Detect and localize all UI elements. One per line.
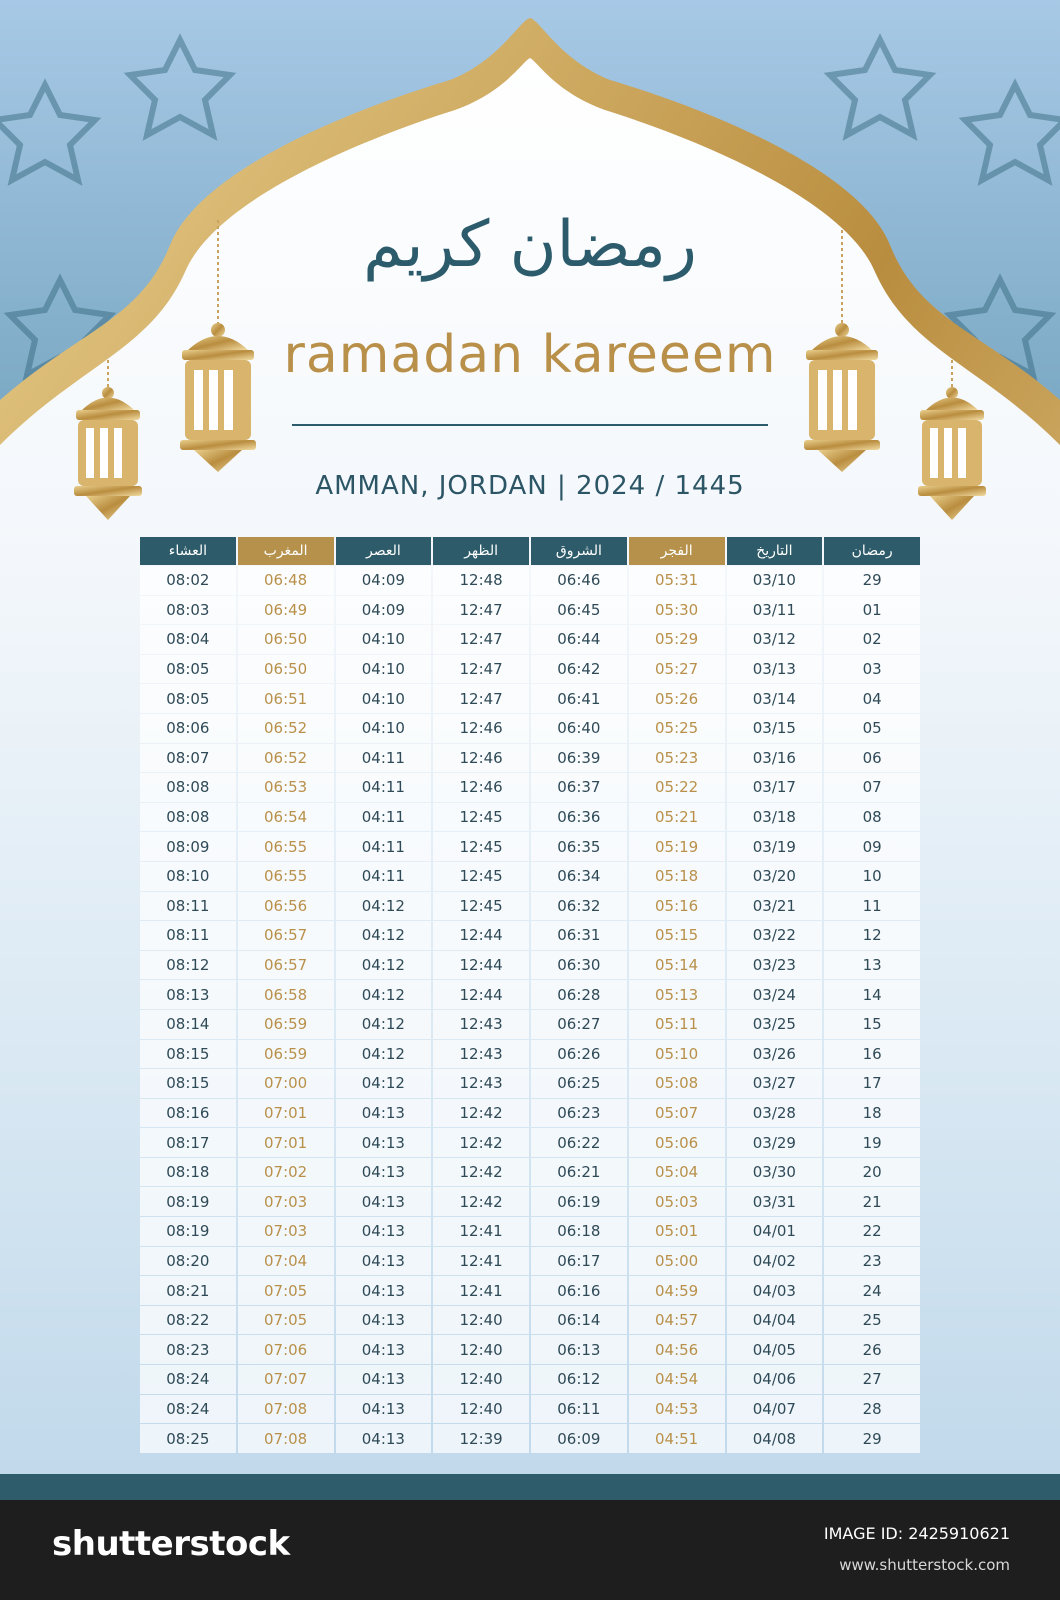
cell-maghrib: 07:05 bbox=[238, 1306, 334, 1335]
table-row bbox=[140, 892, 920, 921]
header-date: التاريخ bbox=[727, 537, 823, 565]
cell-asr: 04:12 bbox=[336, 892, 432, 921]
table-row bbox=[140, 921, 920, 950]
table-row bbox=[140, 1335, 920, 1364]
cell-date: 03/22 bbox=[727, 921, 823, 950]
table-row bbox=[140, 684, 920, 713]
cell-dhuhr: 12:42 bbox=[433, 1099, 529, 1128]
cell-sunrise: 06:23 bbox=[531, 1099, 627, 1128]
cell-ramadan-day: 06 bbox=[824, 744, 920, 773]
cell-date: 03/23 bbox=[727, 951, 823, 980]
cell-fajr: 05:06 bbox=[629, 1128, 725, 1157]
cell-isha: 08:17 bbox=[140, 1128, 236, 1157]
cell-isha: 08:11 bbox=[140, 921, 236, 950]
cell-asr: 04:13 bbox=[336, 1395, 432, 1424]
table-row bbox=[140, 1158, 920, 1187]
cell-sunrise: 06:21 bbox=[531, 1158, 627, 1187]
cell-ramadan-day: 04 bbox=[824, 684, 920, 713]
cell-date: 04/02 bbox=[727, 1247, 823, 1276]
cell-ramadan-day: 28 bbox=[824, 1395, 920, 1424]
cell-fajr: 05:29 bbox=[629, 625, 725, 654]
header-maghrib: المغرب bbox=[238, 537, 334, 565]
cell-ramadan-day: 20 bbox=[824, 1158, 920, 1187]
table-row bbox=[140, 773, 920, 802]
site-url: www.shutterstock.com bbox=[839, 1556, 1010, 1574]
cell-maghrib: 07:05 bbox=[238, 1276, 334, 1305]
title-arabic: رمضان كريم bbox=[363, 208, 697, 282]
cell-date: 03/10 bbox=[727, 566, 823, 595]
cell-ramadan-day: 05 bbox=[824, 714, 920, 743]
table-row bbox=[140, 744, 920, 773]
cell-ramadan-day: 29 bbox=[824, 566, 920, 595]
cell-maghrib: 07:08 bbox=[238, 1395, 334, 1424]
image-id: IMAGE ID: 2425910621 bbox=[823, 1524, 1010, 1543]
table-body bbox=[140, 566, 920, 1453]
table-row bbox=[140, 1187, 920, 1216]
cell-ramadan-day: 08 bbox=[824, 803, 920, 832]
cell-sunrise: 06:41 bbox=[531, 684, 627, 713]
table-row bbox=[140, 1306, 920, 1335]
table-row bbox=[140, 714, 920, 743]
table-row bbox=[140, 1247, 920, 1276]
cell-sunrise: 06:34 bbox=[531, 862, 627, 891]
title-english: ramadan kareeem bbox=[283, 325, 777, 385]
cell-maghrib: 06:57 bbox=[238, 951, 334, 980]
table-row bbox=[140, 566, 920, 595]
cell-dhuhr: 12:40 bbox=[433, 1335, 529, 1364]
cell-dhuhr: 12:44 bbox=[433, 921, 529, 950]
header-dhuhr: الظهر bbox=[433, 537, 529, 565]
cell-asr: 04:13 bbox=[336, 1217, 432, 1246]
cell-fajr: 05:00 bbox=[629, 1247, 725, 1276]
cell-ramadan-day: 23 bbox=[824, 1247, 920, 1276]
cell-isha: 08:18 bbox=[140, 1158, 236, 1187]
cell-ramadan-day: 03 bbox=[824, 655, 920, 684]
cell-dhuhr: 12:39 bbox=[433, 1424, 529, 1453]
cell-maghrib: 06:55 bbox=[238, 832, 334, 861]
cell-sunrise: 06:31 bbox=[531, 921, 627, 950]
cell-date: 04/03 bbox=[727, 1276, 823, 1305]
cell-asr: 04:10 bbox=[336, 714, 432, 743]
cell-sunrise: 06:18 bbox=[531, 1217, 627, 1246]
cell-dhuhr: 12:47 bbox=[433, 655, 529, 684]
cell-asr: 04:13 bbox=[336, 1424, 432, 1453]
table-row bbox=[140, 862, 920, 891]
cell-dhuhr: 12:40 bbox=[433, 1365, 529, 1394]
cell-ramadan-day: 25 bbox=[824, 1306, 920, 1335]
cell-fajr: 05:26 bbox=[629, 684, 725, 713]
cell-fajr: 05:25 bbox=[629, 714, 725, 743]
cell-dhuhr: 12:43 bbox=[433, 1040, 529, 1069]
cell-dhuhr: 12:47 bbox=[433, 684, 529, 713]
cell-isha: 08:15 bbox=[140, 1069, 236, 1098]
cell-ramadan-day: 01 bbox=[824, 596, 920, 625]
cell-asr: 04:13 bbox=[336, 1365, 432, 1394]
cell-isha: 08:20 bbox=[140, 1247, 236, 1276]
cell-ramadan-day: 24 bbox=[824, 1276, 920, 1305]
cell-asr: 04:13 bbox=[336, 1158, 432, 1187]
cell-maghrib: 06:50 bbox=[238, 655, 334, 684]
table-row bbox=[140, 1040, 920, 1069]
table-row bbox=[140, 1217, 920, 1246]
cell-ramadan-day: 12 bbox=[824, 921, 920, 950]
cell-asr: 04:12 bbox=[336, 1069, 432, 1098]
header-ramadan: رمضان bbox=[824, 537, 920, 565]
cell-ramadan-day: 22 bbox=[824, 1217, 920, 1246]
table-row bbox=[140, 1365, 920, 1394]
cell-date: 03/26 bbox=[727, 1040, 823, 1069]
cell-maghrib: 07:00 bbox=[238, 1069, 334, 1098]
cell-maghrib: 06:51 bbox=[238, 684, 334, 713]
cell-dhuhr: 12:44 bbox=[433, 951, 529, 980]
cell-isha: 08:16 bbox=[140, 1099, 236, 1128]
cell-fajr: 04:57 bbox=[629, 1306, 725, 1335]
cell-fajr: 05:21 bbox=[629, 803, 725, 832]
table-row bbox=[140, 1128, 920, 1157]
cell-maghrib: 06:55 bbox=[238, 862, 334, 891]
cell-dhuhr: 12:42 bbox=[433, 1158, 529, 1187]
cell-maghrib: 07:02 bbox=[238, 1158, 334, 1187]
cell-date: 03/11 bbox=[727, 596, 823, 625]
cell-fajr: 05:19 bbox=[629, 832, 725, 861]
cell-dhuhr: 12:47 bbox=[433, 596, 529, 625]
cell-maghrib: 06:59 bbox=[238, 1010, 334, 1039]
cell-sunrise: 06:32 bbox=[531, 892, 627, 921]
cell-fajr: 05:15 bbox=[629, 921, 725, 950]
cell-maghrib: 07:07 bbox=[238, 1365, 334, 1394]
cell-isha: 08:19 bbox=[140, 1217, 236, 1246]
cell-date: 03/16 bbox=[727, 744, 823, 773]
cell-maghrib: 07:03 bbox=[238, 1187, 334, 1216]
cell-fajr: 05:03 bbox=[629, 1187, 725, 1216]
cell-sunrise: 06:16 bbox=[531, 1276, 627, 1305]
cell-ramadan-day: 10 bbox=[824, 862, 920, 891]
cell-dhuhr: 12:40 bbox=[433, 1395, 529, 1424]
cell-maghrib: 06:56 bbox=[238, 892, 334, 921]
table-row bbox=[140, 625, 920, 654]
cell-isha: 08:05 bbox=[140, 655, 236, 684]
cell-asr: 04:12 bbox=[336, 1010, 432, 1039]
cell-maghrib: 06:53 bbox=[238, 773, 334, 802]
cell-maghrib: 07:06 bbox=[238, 1335, 334, 1364]
cell-isha: 08:06 bbox=[140, 714, 236, 743]
table-row bbox=[140, 980, 920, 1009]
table-row bbox=[140, 1099, 920, 1128]
cell-maghrib: 06:54 bbox=[238, 803, 334, 832]
shutterstock-logo: shutterstock bbox=[52, 1524, 290, 1564]
cell-ramadan-day: 17 bbox=[824, 1069, 920, 1098]
cell-date: 04/08 bbox=[727, 1424, 823, 1453]
cell-ramadan-day: 02 bbox=[824, 625, 920, 654]
cell-isha: 08:08 bbox=[140, 803, 236, 832]
table-row bbox=[140, 1424, 920, 1453]
cell-fajr: 05:16 bbox=[629, 892, 725, 921]
cell-isha: 08:24 bbox=[140, 1395, 236, 1424]
cell-date: 03/12 bbox=[727, 625, 823, 654]
cell-maghrib: 06:48 bbox=[238, 566, 334, 595]
cell-fajr: 05:07 bbox=[629, 1099, 725, 1128]
cell-maghrib: 07:03 bbox=[238, 1217, 334, 1246]
cell-date: 03/21 bbox=[727, 892, 823, 921]
cell-date: 03/28 bbox=[727, 1099, 823, 1128]
cell-fajr: 05:31 bbox=[629, 566, 725, 595]
cell-ramadan-day: 26 bbox=[824, 1335, 920, 1364]
cell-asr: 04:10 bbox=[336, 655, 432, 684]
cell-date: 04/01 bbox=[727, 1217, 823, 1246]
cell-asr: 04:13 bbox=[336, 1276, 432, 1305]
header-isha: العشاء bbox=[140, 537, 236, 565]
cell-isha: 08:21 bbox=[140, 1276, 236, 1305]
cell-dhuhr: 12:47 bbox=[433, 625, 529, 654]
cell-sunrise: 06:45 bbox=[531, 596, 627, 625]
cell-isha: 08:13 bbox=[140, 980, 236, 1009]
header-sunrise: الشروق bbox=[531, 537, 627, 565]
cell-date: 03/17 bbox=[727, 773, 823, 802]
cell-fajr: 05:23 bbox=[629, 744, 725, 773]
header-fajr: الفجر bbox=[629, 537, 725, 565]
cell-sunrise: 06:26 bbox=[531, 1040, 627, 1069]
cell-asr: 04:11 bbox=[336, 744, 432, 773]
cell-isha: 08:04 bbox=[140, 625, 236, 654]
cell-sunrise: 06:11 bbox=[531, 1395, 627, 1424]
cell-isha: 08:25 bbox=[140, 1424, 236, 1453]
cell-asr: 04:10 bbox=[336, 684, 432, 713]
cell-dhuhr: 12:43 bbox=[433, 1010, 529, 1039]
header-asr: العصر bbox=[336, 537, 432, 565]
cell-asr: 04:12 bbox=[336, 951, 432, 980]
cell-asr: 04:11 bbox=[336, 832, 432, 861]
cell-dhuhr: 12:46 bbox=[433, 714, 529, 743]
cell-fajr: 04:56 bbox=[629, 1335, 725, 1364]
cell-ramadan-day: 15 bbox=[824, 1010, 920, 1039]
cell-dhuhr: 12:40 bbox=[433, 1306, 529, 1335]
cell-ramadan-day: 16 bbox=[824, 1040, 920, 1069]
cell-isha: 08:24 bbox=[140, 1365, 236, 1394]
cell-dhuhr: 12:45 bbox=[433, 803, 529, 832]
cell-asr: 04:09 bbox=[336, 566, 432, 595]
table-row bbox=[140, 1276, 920, 1305]
cell-maghrib: 06:57 bbox=[238, 921, 334, 950]
cell-sunrise: 06:09 bbox=[531, 1424, 627, 1453]
cell-date: 03/15 bbox=[727, 714, 823, 743]
cell-asr: 04:11 bbox=[336, 773, 432, 802]
cell-date: 04/06 bbox=[727, 1365, 823, 1394]
cell-fajr: 05:27 bbox=[629, 655, 725, 684]
cell-maghrib: 07:08 bbox=[238, 1424, 334, 1453]
cell-sunrise: 06:36 bbox=[531, 803, 627, 832]
cell-date: 03/29 bbox=[727, 1128, 823, 1157]
cell-isha: 08:22 bbox=[140, 1306, 236, 1335]
cell-sunrise: 06:27 bbox=[531, 1010, 627, 1039]
cell-isha: 08:09 bbox=[140, 832, 236, 861]
cell-asr: 04:09 bbox=[336, 596, 432, 625]
cell-maghrib: 07:01 bbox=[238, 1099, 334, 1128]
cell-asr: 04:12 bbox=[336, 921, 432, 950]
cell-sunrise: 06:14 bbox=[531, 1306, 627, 1335]
cell-date: 03/14 bbox=[727, 684, 823, 713]
cell-fajr: 05:11 bbox=[629, 1010, 725, 1039]
cell-fajr: 04:53 bbox=[629, 1395, 725, 1424]
cell-date: 04/04 bbox=[727, 1306, 823, 1335]
cell-date: 03/20 bbox=[727, 862, 823, 891]
cell-dhuhr: 12:45 bbox=[433, 862, 529, 891]
cell-sunrise: 06:17 bbox=[531, 1247, 627, 1276]
cell-asr: 04:12 bbox=[336, 980, 432, 1009]
cell-maghrib: 06:50 bbox=[238, 625, 334, 654]
cell-sunrise: 06:13 bbox=[531, 1335, 627, 1364]
cell-asr: 04:13 bbox=[336, 1128, 432, 1157]
cell-date: 03/24 bbox=[727, 980, 823, 1009]
prayer-times-table bbox=[138, 536, 922, 1454]
stock-footer bbox=[0, 1500, 1060, 1600]
cell-ramadan-day: 14 bbox=[824, 980, 920, 1009]
cell-ramadan-day: 27 bbox=[824, 1365, 920, 1394]
location-year: AMMAN, JORDAN | 2024 / 1445 bbox=[315, 471, 745, 501]
cell-ramadan-day: 11 bbox=[824, 892, 920, 921]
cell-ramadan-day: 13 bbox=[824, 951, 920, 980]
cell-sunrise: 06:25 bbox=[531, 1069, 627, 1098]
cell-fajr: 05:10 bbox=[629, 1040, 725, 1069]
cell-ramadan-day: 18 bbox=[824, 1099, 920, 1128]
cell-fajr: 04:51 bbox=[629, 1424, 725, 1453]
cell-asr: 04:13 bbox=[336, 1247, 432, 1276]
cell-asr: 04:13 bbox=[336, 1306, 432, 1335]
cell-fajr: 05:08 bbox=[629, 1069, 725, 1098]
cell-sunrise: 06:42 bbox=[531, 655, 627, 684]
cell-date: 03/18 bbox=[727, 803, 823, 832]
cell-fajr: 05:04 bbox=[629, 1158, 725, 1187]
cell-sunrise: 06:28 bbox=[531, 980, 627, 1009]
cell-sunrise: 06:19 bbox=[531, 1187, 627, 1216]
cell-fajr: 04:59 bbox=[629, 1276, 725, 1305]
cell-fajr: 05:30 bbox=[629, 596, 725, 625]
cell-asr: 04:10 bbox=[336, 625, 432, 654]
table-row bbox=[140, 832, 920, 861]
cell-maghrib: 07:04 bbox=[238, 1247, 334, 1276]
cell-isha: 08:05 bbox=[140, 684, 236, 713]
cell-maghrib: 06:58 bbox=[238, 980, 334, 1009]
table-header-row bbox=[140, 537, 920, 565]
cell-asr: 04:11 bbox=[336, 803, 432, 832]
cell-dhuhr: 12:42 bbox=[433, 1187, 529, 1216]
table-row bbox=[140, 803, 920, 832]
cell-sunrise: 06:12 bbox=[531, 1365, 627, 1394]
cell-fajr: 05:13 bbox=[629, 980, 725, 1009]
cell-date: 03/31 bbox=[727, 1187, 823, 1216]
cell-date: 03/25 bbox=[727, 1010, 823, 1039]
cell-date: 03/30 bbox=[727, 1158, 823, 1187]
cell-asr: 04:13 bbox=[336, 1187, 432, 1216]
cell-date: 04/07 bbox=[727, 1395, 823, 1424]
cell-date: 03/27 bbox=[727, 1069, 823, 1098]
cell-sunrise: 06:46 bbox=[531, 566, 627, 595]
cell-sunrise: 06:30 bbox=[531, 951, 627, 980]
cell-sunrise: 06:39 bbox=[531, 744, 627, 773]
cell-asr: 04:11 bbox=[336, 862, 432, 891]
cell-sunrise: 06:44 bbox=[531, 625, 627, 654]
cell-dhuhr: 12:44 bbox=[433, 980, 529, 1009]
cell-isha: 08:15 bbox=[140, 1040, 236, 1069]
cell-fajr: 05:22 bbox=[629, 773, 725, 802]
table-row bbox=[140, 1010, 920, 1039]
cell-isha: 08:03 bbox=[140, 596, 236, 625]
cell-dhuhr: 12:41 bbox=[433, 1276, 529, 1305]
cell-fajr: 05:18 bbox=[629, 862, 725, 891]
table-row bbox=[140, 596, 920, 625]
cell-ramadan-day: 29 bbox=[824, 1424, 920, 1453]
cell-isha: 08:07 bbox=[140, 744, 236, 773]
table-row bbox=[140, 1395, 920, 1424]
cell-maghrib: 06:59 bbox=[238, 1040, 334, 1069]
cell-ramadan-day: 21 bbox=[824, 1187, 920, 1216]
cell-fajr: 05:01 bbox=[629, 1217, 725, 1246]
cell-maghrib: 06:52 bbox=[238, 744, 334, 773]
cell-maghrib: 06:49 bbox=[238, 596, 334, 625]
cell-dhuhr: 12:45 bbox=[433, 892, 529, 921]
cell-ramadan-day: 09 bbox=[824, 832, 920, 861]
cell-sunrise: 06:35 bbox=[531, 832, 627, 861]
cell-fajr: 04:54 bbox=[629, 1365, 725, 1394]
cell-isha: 08:19 bbox=[140, 1187, 236, 1216]
table-row bbox=[140, 1069, 920, 1098]
cell-isha: 08:08 bbox=[140, 773, 236, 802]
cell-dhuhr: 12:43 bbox=[433, 1069, 529, 1098]
cell-isha: 08:10 bbox=[140, 862, 236, 891]
cell-dhuhr: 12:42 bbox=[433, 1128, 529, 1157]
cell-isha: 08:11 bbox=[140, 892, 236, 921]
cell-sunrise: 06:40 bbox=[531, 714, 627, 743]
cell-ramadan-day: 19 bbox=[824, 1128, 920, 1157]
cell-asr: 04:12 bbox=[336, 1040, 432, 1069]
cell-maghrib: 07:01 bbox=[238, 1128, 334, 1157]
cell-dhuhr: 12:41 bbox=[433, 1247, 529, 1276]
cell-date: 03/19 bbox=[727, 832, 823, 861]
cell-dhuhr: 12:41 bbox=[433, 1217, 529, 1246]
table-row bbox=[140, 951, 920, 980]
cell-ramadan-day: 07 bbox=[824, 773, 920, 802]
cell-isha: 08:02 bbox=[140, 566, 236, 595]
title-divider bbox=[292, 424, 768, 426]
table-row bbox=[140, 655, 920, 684]
cell-isha: 08:23 bbox=[140, 1335, 236, 1364]
cell-date: 04/05 bbox=[727, 1335, 823, 1364]
cell-asr: 04:13 bbox=[336, 1335, 432, 1364]
cell-dhuhr: 12:46 bbox=[433, 744, 529, 773]
cell-date: 03/13 bbox=[727, 655, 823, 684]
cell-asr: 04:13 bbox=[336, 1099, 432, 1128]
cell-sunrise: 06:37 bbox=[531, 773, 627, 802]
footer-strip bbox=[0, 1474, 1060, 1500]
cell-maghrib: 06:52 bbox=[238, 714, 334, 743]
cell-dhuhr: 12:48 bbox=[433, 566, 529, 595]
cell-sunrise: 06:22 bbox=[531, 1128, 627, 1157]
cell-isha: 08:14 bbox=[140, 1010, 236, 1039]
cell-fajr: 05:14 bbox=[629, 951, 725, 980]
cell-dhuhr: 12:45 bbox=[433, 832, 529, 861]
cell-isha: 08:12 bbox=[140, 951, 236, 980]
cell-dhuhr: 12:46 bbox=[433, 773, 529, 802]
